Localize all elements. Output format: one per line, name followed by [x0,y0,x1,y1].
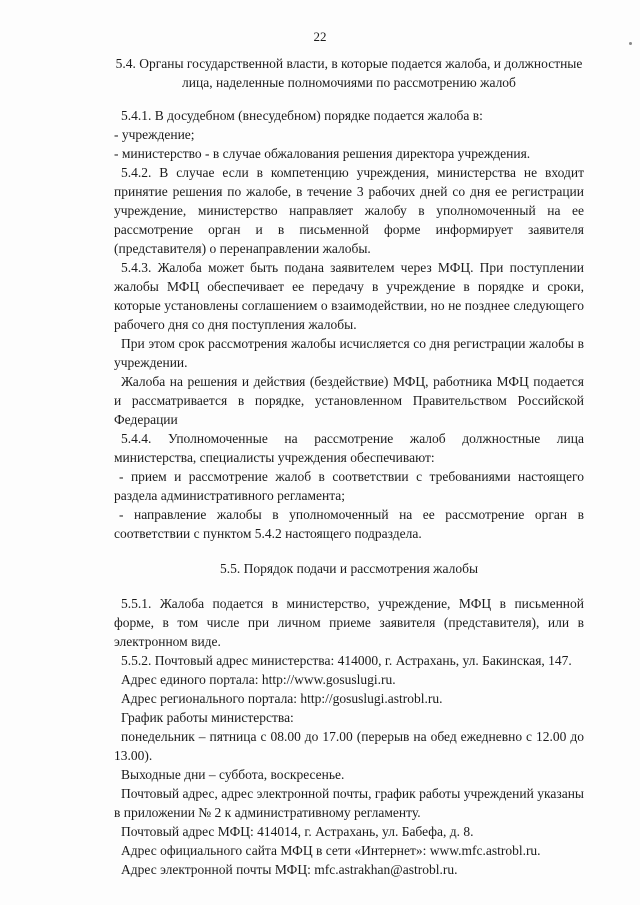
paragraph: Адрес единого портала: http://www.gosuslugi.ru. [121,672,396,687]
section-heading-5-5: 5.5. Порядок подачи и рассмотрения жалобы [219,561,479,576]
paragraph: 5.4.2. В случае если в компетенцию учреждения, министерства не входит принятие решения по жалобе, в течение 3 рабочих дней со дня ее регистрации учреждение, министерство направляет жалобу в уполномоченный на ее рассмотрение орган и в письменной форме информирует заявителя (представителя) о перенаправлении жалобы. [114,165,584,256]
paragraph: 5.4.4. Уполномоченные на рассмотрение жалоб должностные лица министерства, специалисты учреждения обеспечивают: [114,431,584,465]
document-body [114,54,584,879]
paragraph: Почтовый адрес, адрес электронной почты, график работы учреждений указаны в приложении № 2 к административному регламенту. [114,786,584,820]
paragraph: 5.4.1. В досудебном (внесудебном) порядке подается жалоба в: [121,108,483,123]
page-number: 22 [313,29,327,44]
paragraph: Адрес официального сайта МФЦ в сети «Интернет»: www.mfc.astrobl.ru. [121,843,541,858]
paragraph: Выходные дни – суббота, воскресенье. [121,767,345,782]
paragraph: понедельник – пятница с 08.00 до 17.00 (перерыв на обед ежедневно с 12.00 до 13.00). [114,729,584,763]
paragraph: 5.5.1. Жалоба подается в министерство, учреждение, МФЦ в письменной форме, в том числе при личном приеме заявителя (представителя), или в электронном виде. [114,596,584,649]
paragraph: Адрес регионального портала: http://gosuslugi.astrobl.ru. [121,691,443,706]
paragraph: 5.5.2. Почтовый адрес министерства: 414000, г. Астрахань, ул. Бакинская, 147. [121,653,572,668]
list-item: - учреждение; [114,127,195,142]
section-heading-5-4: 5.4. Органы государственной власти, в которые подается жалоба, и должностные лица, наделенные полномочиями по рассмотрению жалоб [115,56,583,90]
list-item: - направление жалобы в уполномоченный на ее рассмотрение орган в соответствии с пунктом 5.4.2 настоящего подраздела. [114,507,584,541]
paragraph: График работы министерства: [121,710,294,725]
paragraph: 5.4.3. Жалоба может быть подана заявителем через МФЦ. При поступлении жалобы МФЦ обеспечивает ее передачу в учреждение в порядке и сроки, которые установлены соглашением о взаимодействии, но не позднее следующего рабочего дня со дня поступления жалобы. [114,260,584,332]
paragraph: Почтовый адрес МФЦ: 414014, г. Астрахань, ул. Бабефа, д. 8. [121,824,474,839]
paragraph: При этом срок рассмотрения жалобы исчисляется со дня регистрации жалобы в учреждении. [114,336,584,370]
paragraph: Адрес электронной почты МФЦ: mfc.astrakhan@astrobl.ru. [121,862,458,877]
list-item: - прием и рассмотрение жалоб в соответствии с требованиями настоящего раздела административного регламента; [114,469,584,503]
paragraph: Жалоба на решения и действия (бездействие) МФЦ, работника МФЦ подается и рассматривается в порядке, установленном Правительством Российской Федерации [114,374,584,427]
list-item: - министерство - в случае обжалования решения директора учреждения. [114,146,531,161]
